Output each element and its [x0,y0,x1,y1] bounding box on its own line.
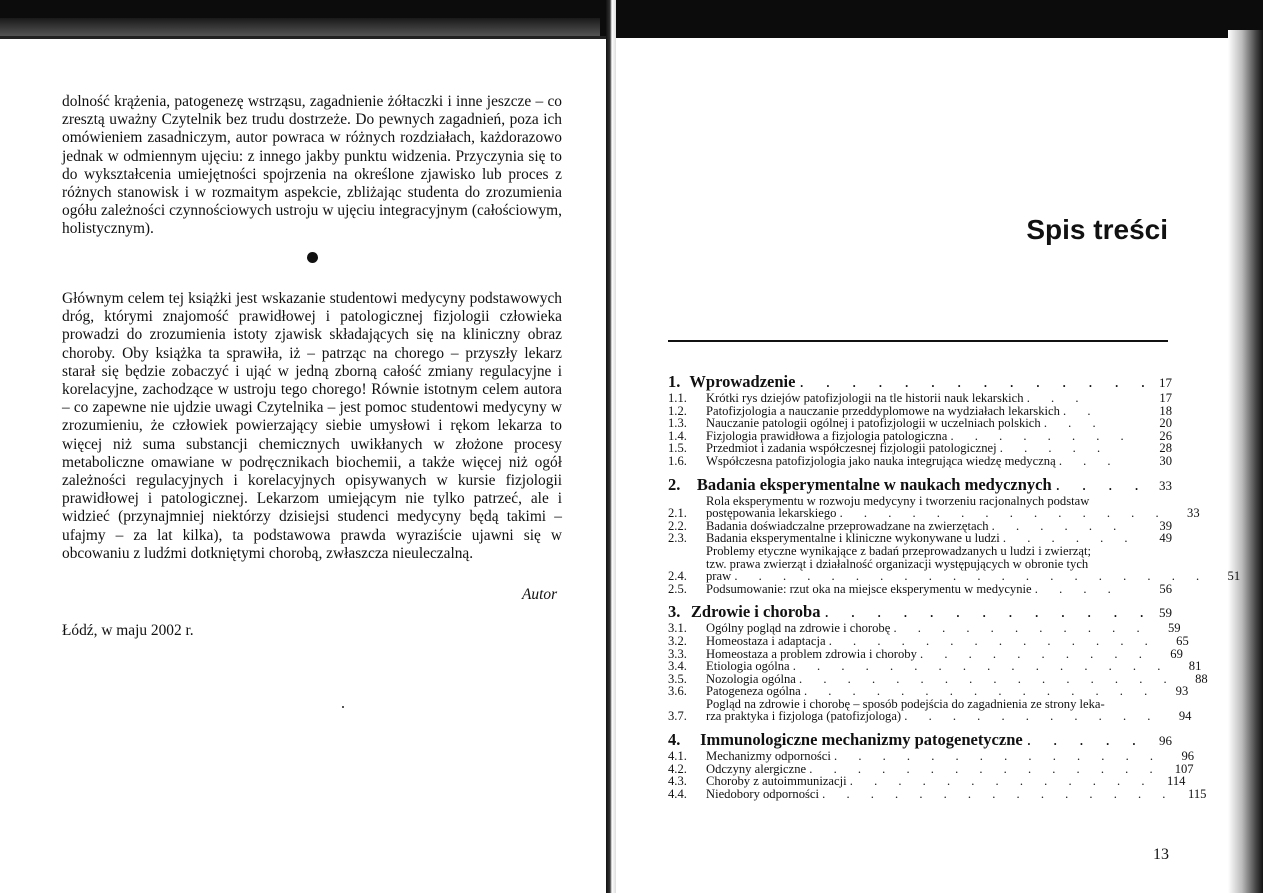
entry-number: 4.1. [668,749,687,764]
leader-dots: . . . . . . . . . . . . . . [839,506,1168,521]
entry-page: 93 [1175,684,1189,699]
toc-section [668,602,1172,622]
entry-number: 4.3. [668,774,687,789]
toc-entry [668,684,1189,699]
entry-page: 69 [1170,646,1183,661]
section-number: 1. [668,372,681,391]
entry-text: Nozologia ogólna [706,671,796,686]
leader-dots: . . . . . . . . . . . . . [849,774,1154,789]
entry-text: Ogólny pogląd na zdrowie i chorobę [706,621,891,636]
entry-number: 3.2. [668,633,687,648]
section-page: 96 [1159,733,1172,749]
leader-dots: . . [1063,403,1100,418]
leader-dots: . . . . . . . . . . . . . . . . . . . . [734,569,1209,584]
place-date: Łódź, w maju 2002 r. [62,622,194,639]
entry-number: 3.6. [668,684,687,699]
entry-page: 56 [1159,581,1172,596]
entry-number: 1.2. [668,403,687,418]
entry-text: Przedmiot i zadania współczesnej fizjologii patologicznej [706,441,997,456]
leader-dots: . . . . . . . . . . . . . . . . [799,671,1176,686]
entry-page: 59 [1168,621,1181,636]
entry-page: 114 [1167,774,1186,789]
leader-dots: . . . . . . [991,518,1126,533]
entry-text-end: praw [706,569,732,584]
toc-entry [668,543,1241,584]
entry-page: 17 [1159,391,1172,405]
entry-text: Patogeneza ogólna [706,684,801,699]
entry-page: 115 [1188,786,1207,801]
leader-dots: . . . . . [999,441,1110,456]
section-number: 2. [668,474,681,494]
leader-dots: . . . [1043,416,1105,431]
leader-dots: . . . . . . . . [950,428,1133,443]
section-page: 59 [1159,605,1172,621]
toc-entry [668,493,1200,521]
entry-text: Niedobory odporności [706,786,819,801]
entry-text: Badania eksperymentalne i kliniczne wykonywane u ludzi [706,531,1000,546]
leader-dots: . . . . . . . . . . . . . . . [809,761,1162,776]
entry-page: 65 [1176,633,1189,648]
entry-text: Fizjologia prawidłowa a fizjologia patologiczna [706,428,948,443]
leader-dots: . . . . . . . . . . . . . . [834,749,1163,764]
entry-number: 3.1. [668,621,687,636]
entry-number: 1.3. [668,416,687,431]
entry-page: 20 [1159,416,1172,431]
leader-dots: . . . . . . . . . . . . . . . [822,786,1175,801]
section-title: Badania eksperymentalne w naukach medycznych . . . . [696,474,1148,494]
entry-page: 94 [1178,709,1192,724]
section-number: 3. [668,602,681,622]
entry-text: Odczyny alergiczne [706,761,807,776]
entry-page: 30 [1159,453,1172,468]
entry-text: Pogląd na zdrowie i chorobę – sposób podejścia do zagadnienia ze strony leka- [706,696,1105,711]
page-number: 13 [1153,846,1169,863]
leader-dots: . . . . . . . . . . . . . . [828,633,1157,648]
entry-text: Nauczanie patologii ogólnej i patofizjologii w uczelniach polskich [706,416,1041,431]
entry-number: 4.4. [668,786,687,801]
entry-text: Podsumowanie: rzut oka na miejsce eksperymentu w medycynie [706,581,1032,596]
toc-section [668,730,1172,750]
section-page: 33 [1159,477,1172,493]
toc-entry [668,455,1172,468]
author-signature: Autor [522,586,558,603]
entry-number: 2.5. [668,581,687,596]
leader-dots: . . . . . . [1002,531,1137,546]
leader-dots: . . . . . . . . . . . [904,709,1160,724]
entry-page: 107 [1174,761,1194,776]
entry-text: Choroby z autoimmunizacji [706,774,847,789]
leader-dots: . . . . . . . . . . . [893,621,1149,636]
section-separator-bullet [307,252,318,263]
entry-text-end: postępowania lekarskiego [706,506,837,521]
leader-dots: . . . [1026,391,1088,405]
entry-page: 18 [1159,403,1172,418]
scan-top-border [0,0,1263,38]
entry-number: 1.4. [668,428,687,443]
toc-entry [668,583,1172,596]
toc-title: Spis treści [1026,214,1168,245]
leader-dots: . . . [1058,453,1120,468]
entry-text-end: rza praktyka i fizjologa (patofizjologa) [706,709,902,724]
scan-shadow [0,18,600,38]
section-title: Wprowadzenie . . . . . . . . . . . . . . [689,372,1154,391]
entry-number: 3.7. [668,709,687,724]
entry-number: 2.1. [668,506,687,521]
entry-text: Etiologia ogólna [706,659,790,674]
scan-speck [342,706,344,708]
entry-page: 33 [1187,506,1200,521]
entry-page: 81 [1188,659,1202,674]
section-title: Immunologiczne mechanizmy patogenetyczne . . . . . [700,730,1145,750]
section-title: Zdrowie i choroba . . . . . . . . . . . . . [690,602,1153,622]
toc-entry [668,696,1192,724]
section-number: 4. [668,730,681,750]
leader-dots: . . . . [1034,581,1120,596]
entry-page: 49 [1159,531,1172,546]
toc-section [668,372,1172,392]
entry-page: 28 [1159,441,1172,456]
left-page-text [62,93,562,239]
section-page: 17 [1159,375,1172,390]
entry-number: 2.2. [668,518,687,533]
leader-dots: . . . . . . . . . . [920,646,1151,661]
entry-text: Homeostaza a problem zdrowia i choroby [706,646,917,661]
entry-page: 96 [1181,749,1195,764]
entry-number: 3.4. [668,659,687,674]
leader-dots: . . . . . . . . . . . . . . . . [792,659,1170,674]
entry-text: Homeostaza i adaptacja [706,633,826,648]
book-spine [606,0,616,893]
entry-number: 3.3. [668,646,687,661]
entry-number: 1.1. [668,391,687,405]
entry-number: 1.6. [668,453,687,468]
entry-number: 2.3. [668,531,687,546]
table-of-contents [668,372,1241,801]
paragraph-2: Głównym celem tej książki jest wskazanie studentowi medycyny podstawowych dróg, którymi znajomość prawidłowej i patologicznej fizjologii człowieka prowadzi do zrozumienia istoty zjawisk składających się na kliniczny obraz choroby. Oby książka ta sprawiła, iż – patrząc na chorego – przyszły lekarz starał się będzie zobaczyć i ująć w jedną zborną całość zmiany regulacyjne i korelacyjne, zachodzące w ustroju tego chorego! Równie istotnym celem autora – co zapewne nie ujdzie uwagi Czytelnika – jest pomoc studentowi medycyny w zrozumieniu, że człowiek powierzający siebie umysłowi i rękom lekarza to więcej niż suma substancji chemicznych uwikłanych w złożone procesy metaboliczne omawiane w podręcznikach biochemii, a także więcej niż ogół zależności regulacyjnych i korelacyjnych opisywanych w kursie fizjologii prawidłowej i patologicznej. Lekarzom umiejącym nie tylko patrzeć, ale i widzieć (przynajmniej niektórzy dzisiejsi studenci medycyny będą takimi – ufajmy – za lat kilka), ta podstawowa prawda wyraziście ujawni się w obcowaniu z ludźmi dotkniętymi chorobą, zwłaszcza nieuleczalną. [62,290,562,562]
entry-number: 3.5. [668,671,687,686]
page-edge [0,36,610,39]
entry-page: 39 [1159,518,1172,533]
entry-text: Rola eksperymentu w rozwoju medycyny i tworzeniu racjonalnych podstaw [706,493,1090,508]
entry-number: 4.2. [668,761,687,776]
entry-text: Współczesna patofizjologia jako nauka integrująca wiedzę medyczną [706,453,1056,468]
entry-page: 26 [1159,428,1172,443]
entry-text: Badania doświadczalne przeprowadzane na zwierzętach [706,518,989,533]
entry-text: Krótki rys dziejów patofizjologii na tle historii nauk lekarskich [706,391,1024,405]
entry-number: 2.4. [668,569,687,584]
entry-text-cont: tzw. prawa zwierząt i działalność organizacji występujących w obronie tych [706,556,1089,571]
leader-dots: . . . . . . . . . . . . . . . [803,684,1157,699]
entry-page: 88 [1195,671,1208,686]
entry-text: Problemy etyczne wynikające z badań przeprowadzanych u ludzi i zwierząt; [706,543,1091,558]
paragraph-1: dolność krążenia, patogenezę wstrząsu, zagadnienie żółtaczki i inne jeszcze – co zresztą uważny Czytelnik bez trudu dostrzeże. Do pewnych zagadnień, poza ich omówieniem zasadniczym, autor powraca w różnych rozdziałach, każdorazowo jednak w odmiennym ujęciu: z innego jakby punktu widzenia. Przyczynia się to do wykształcenia umiejętności spojrzenia na określone zjawisko lub proces z różnych stanowisk i w rozmaitym aspekcie, zbliżając studenta do zrozumienia ogółu zależności czynnościowych ustroju w ujęciu integracyjnym (całościowym, holistycznym). [62,93,562,238]
toc-section [668,475,1172,495]
scan-right-edge [1228,30,1263,893]
toc-entry [668,786,1207,801]
entry-text: Patofizjologia a nauczanie przeddyplomowe na wydziałach lekarskich [706,403,1060,418]
entry-text: Mechanizmy odporności [706,749,831,764]
entry-page: 51 [1227,569,1241,584]
entry-number: 1.5. [668,441,687,456]
title-rule [668,340,1168,342]
